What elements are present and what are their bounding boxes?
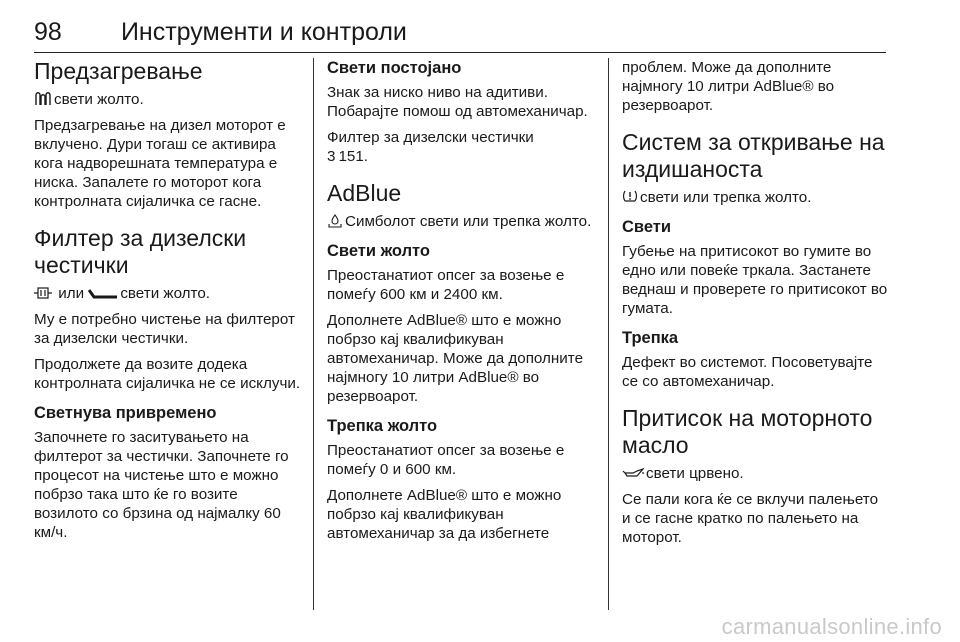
preheat-status: свети жолто. [34,90,302,109]
column-2 [327,58,595,550]
continued-text: проблем. Може да дополните најмногу 10 литри AdBlue® во резервоарот. [622,59,835,114]
subsection-title-yellow: Свети жолто [327,242,430,260]
section-title-dpf: Филтер за дизелски честички [34,225,247,278]
oil-status: свети црвено. [622,464,890,483]
page-header [34,18,886,53]
subsection-title-blink: Трепка жолто [327,417,438,435]
dpf-status: или свети жолто. [34,284,302,303]
oil-can-icon [622,468,644,480]
steady-description: Знак за ниско ниво на адитиви. Побарајте помош од автомеханичар. [327,84,588,120]
steady-reference: Филтер за дизелски честички 3 151. [327,129,534,165]
blink-range: Преостанатиот опсег за возење е помеѓу 0 и 600 км. [327,442,565,478]
page-number: 98 [34,18,62,46]
glow-plug-icon [34,92,52,106]
flash-description: Започнете го заситувањето на филтерот за честички. Започнете го процесот на чистење што е можно побрзо така што ќе го возите возилото со брзина од најмалку 60 км/ч. [34,429,289,541]
dpf-instruction: Продолжете да возите додека контролната сијаличка не се исклучи. [34,356,301,392]
tpms-status: свети или трепка жолто. [622,188,890,207]
subsection-title-lit: Свети [622,218,672,236]
chapter-title: Инструменти и контроли [120,18,407,46]
adblue-icon [327,214,343,228]
particle-filter-icon [34,286,52,300]
lit-description: Губење на притисокот во гумите во едно или повеќе тркала. Застанете веднаш и проверете го притисокот во гумата. [622,243,888,317]
yellow-instruction: Дополнете AdBlue® што е можно побрзо кај квалификуван автомеханичар. Може да дополните најмногу 10 литри AdBlue® во резервоарот. [327,312,584,405]
column-1 [34,58,302,549]
blink-instruction: Дополнете AdBlue® што е можно побрзо кај квалификуван автомеханичар за да избегнете [327,487,562,542]
subsection-title-tblink: Трепка [622,329,679,347]
exhaust-pipe-icon [88,288,118,300]
tire-pressure-icon [622,189,638,204]
page-reference[interactable]: 151. [338,148,369,165]
tblink-description: Дефект во системот. Посоветувајте се со автомеханичар. [622,354,873,390]
oil-description: Се пали кога ќе се вклучи палењето и се гасне кратко по палењето на моторот. [622,491,879,546]
preheat-description: Предзагревање на дизел моторот е вклучено. Дури тогаш се активира кога надворешната температура е ниска. Запалете го моторот кога контролната сијаличка се гасне. [34,117,286,210]
dpf-description: Му е потребно чистење на филтерот за дизелски честички. [34,311,295,347]
section-title-oil: Притисок на моторното масло [622,405,873,458]
watermark: carmanualsonline.info [721,614,942,639]
adblue-status: Симболот свети или трепка жолто. [327,212,595,231]
section-title-preheat: Предзагревање [34,58,203,84]
column-3 [622,58,890,554]
section-title-adblue: AdBlue [327,180,402,206]
page-reference-arrow: 3 [327,148,336,165]
section-title-tpms: Систем за откривање на издишаноста [622,129,885,182]
column-divider-right [608,58,609,610]
column-divider-left [313,58,314,610]
subsection-title-flash: Светнува привремено [34,404,217,422]
subsection-title-steady: Свети постојано [327,59,462,77]
yellow-range: Преостанатиот опсег за возење е помеѓу 600 км и 2400 км. [327,267,565,303]
